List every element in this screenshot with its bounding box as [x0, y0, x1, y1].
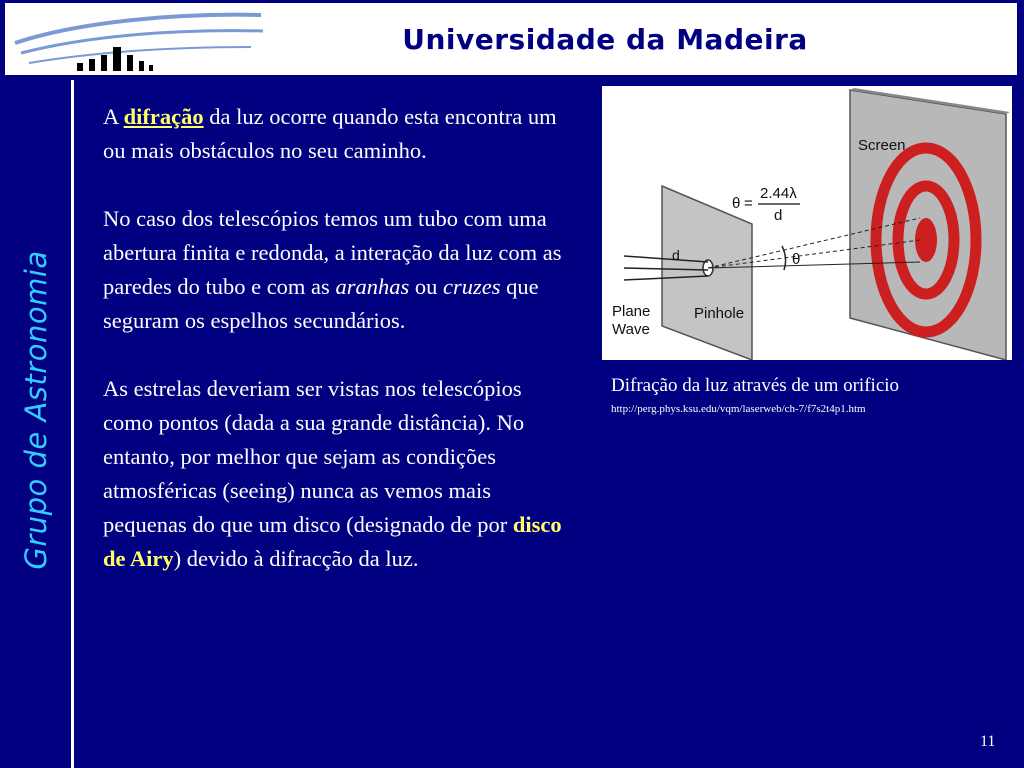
header-bar — [0, 0, 1024, 80]
group-label: Grupo de Astronomia — [19, 250, 53, 570]
plane-wave-label-2: Wave — [612, 321, 650, 338]
diffraction-diagram — [602, 86, 1012, 360]
theta-symbol: θ — [732, 195, 741, 212]
figure-source-url: http://perg.phys.ksu.edu/vqm/laserweb/ch-7/f7s2t4p1.htm — [611, 403, 866, 415]
header-panel — [5, 3, 1017, 75]
body-text — [103, 100, 573, 610]
term-cruzes: cruzes — [442, 274, 501, 299]
term-aranhas: aranhas — [335, 274, 410, 299]
pinhole-label: Pinhole — [694, 305, 745, 322]
sidebar-divider — [71, 80, 74, 768]
plane-wave-label-1: Plane — [612, 303, 651, 320]
paragraph-airy: As estrelas deveriam ser vistas nos telescópios como pontos (dada a sua grande distância). No entanto, por melhor que sejam as condições atmosféricas (seeing) nunca as vemos mais pequenas do que um disco (designado de por disco de Airy) devido à difracção da luz. — [103, 376, 562, 571]
formula-numerator: 2.44λ — [760, 185, 797, 202]
equals-sign: = — [744, 195, 753, 212]
diffraction-figure — [602, 86, 1012, 360]
page-number: 11 — [980, 733, 996, 750]
aperture-d-label: d — [672, 247, 680, 263]
term-difracao: difração — [123, 104, 204, 129]
figure-caption: Difração da luz através de um orificio — [611, 375, 900, 396]
theta-angle: θ — [792, 251, 801, 268]
formula-denominator: d — [774, 207, 783, 224]
university-logo — [11, 7, 271, 73]
university-title: Universidade da Madeira — [402, 23, 808, 56]
paragraph-telescopes: No caso dos telescópios temos um tubo com uma abertura finita e redonda, a interação da luz com as paredes do tubo e com as aranhas ou cruzes que seguram os espelhos secundários. — [103, 206, 562, 333]
screen-label: Screen — [858, 137, 906, 154]
paragraph-diffraction: A difração da luz ocorre quando esta encontra um ou mais obstáculos no seu caminho. — [103, 104, 557, 163]
term-airy-disk: disco de Airy — [103, 512, 562, 571]
